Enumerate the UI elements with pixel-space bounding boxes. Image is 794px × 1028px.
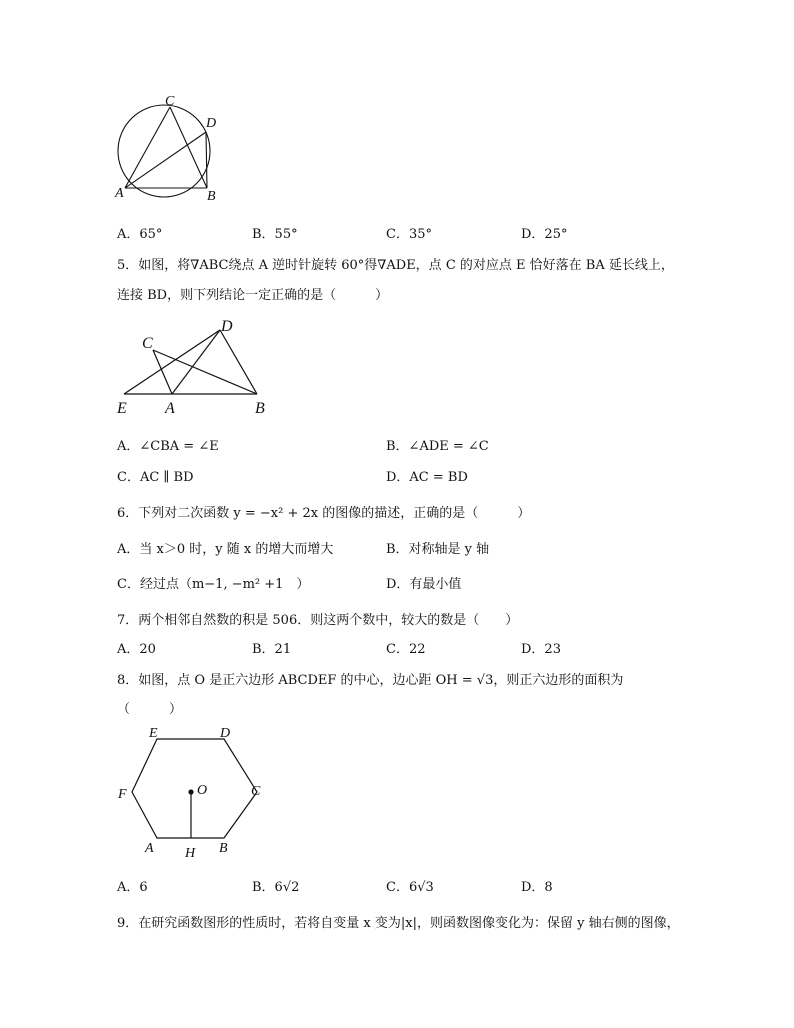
q4-option-a: A．65°: [117, 227, 163, 242]
q5-segment-ed: [124, 330, 220, 394]
q8-option-c: C．6√3: [386, 880, 434, 895]
q7-option-b: B．21: [252, 642, 292, 657]
q4-option-d: D．25°: [521, 227, 568, 242]
q5-segment-db: [220, 330, 257, 394]
q8-center-point: [188, 789, 193, 794]
q8-option-b: B．6√2: [252, 880, 300, 895]
q5-label-b: B: [255, 400, 265, 417]
q6-option-a: A．当 x＞0 时，y 随 x 的增大而增大: [117, 542, 334, 557]
q8-hexagon: [132, 739, 257, 838]
q6-option-d: D．有最小值: [386, 577, 462, 592]
q8-answer-paren: （ ）: [117, 702, 183, 717]
q5-label-a: A: [165, 400, 175, 417]
q8-label-c: C: [251, 784, 261, 799]
q8-label-e: E: [149, 726, 158, 741]
q5-stem-line2: 连接 BD，则下列结论一定正确的是（ ）: [117, 288, 389, 303]
q5-option-d: D．AC = BD: [386, 470, 468, 485]
q4-segment-db: [206, 132, 207, 188]
q8-label-h: H: [185, 846, 196, 861]
q5-option-a: A．∠CBA = ∠E: [117, 439, 219, 454]
q4-segment-ac: [125, 107, 170, 188]
q4-label-c: C: [165, 94, 175, 109]
q5-stem-line1: 5．如图，将∇ABC绕点 A 逆时针旋转 60°得∇ADE，点 C 的对应点 E 恰好落在 BA 延长线上，: [117, 258, 674, 273]
q8-label-a: A: [145, 841, 154, 856]
q6-stem: 6．下列对二次函数 y = −x² + 2x 的图像的描述，正确的是（ ）: [117, 506, 531, 521]
q5-label-d: D: [221, 318, 233, 335]
q5-segment-ad: [172, 330, 220, 394]
q5-triangle-figure: [112, 316, 277, 420]
q8-label-d: D: [220, 726, 231, 741]
q5-label-c: C: [142, 335, 153, 352]
q7-option-d: D．23: [521, 642, 561, 657]
q4-segment-cb: [170, 107, 207, 188]
q8-label-f: F: [118, 787, 127, 802]
q4-label-b: B: [207, 189, 216, 204]
q7-stem: 7．两个相邻自然数的积是 506．则这两个数中，较大的数是（ ）: [117, 613, 519, 628]
q5-option-b: B．∠ADE = ∠C: [386, 439, 489, 454]
q8-stem: 8．如图，点 O 是正六边形 ABCDEF 的中心，边心距 OH = √3，则正六边形的面积为: [117, 673, 624, 688]
q8-option-d: D．8: [521, 880, 553, 895]
q4-label-d: D: [206, 116, 217, 131]
q4-circle-figure: [110, 92, 230, 207]
q7-option-c: C．22: [386, 642, 426, 657]
q9-stem: 9．在研究函数图形的性质时，若将自变量 x 变为|x|，则函数图像变化为：保留 y 轴右侧的图像，: [117, 916, 680, 931]
q6-option-c: C．经过点（m−1, −m² +1 ）: [117, 577, 310, 592]
q5-option-c: C．AC ∥ BD: [117, 470, 194, 485]
q8-label-o: O: [197, 783, 208, 798]
q6-option-b: B．对称轴是 y 轴: [386, 542, 490, 557]
q8-option-a: A．6: [117, 880, 148, 895]
q4-option-b: B．55°: [252, 227, 298, 242]
q5-label-e: E: [117, 400, 127, 417]
q4-label-a: A: [115, 186, 124, 201]
q8-label-b: B: [219, 841, 228, 856]
q8-hexagon-figure: [112, 722, 272, 862]
q4-option-c: C．35°: [386, 227, 432, 242]
q7-option-a: A．20: [117, 642, 156, 657]
